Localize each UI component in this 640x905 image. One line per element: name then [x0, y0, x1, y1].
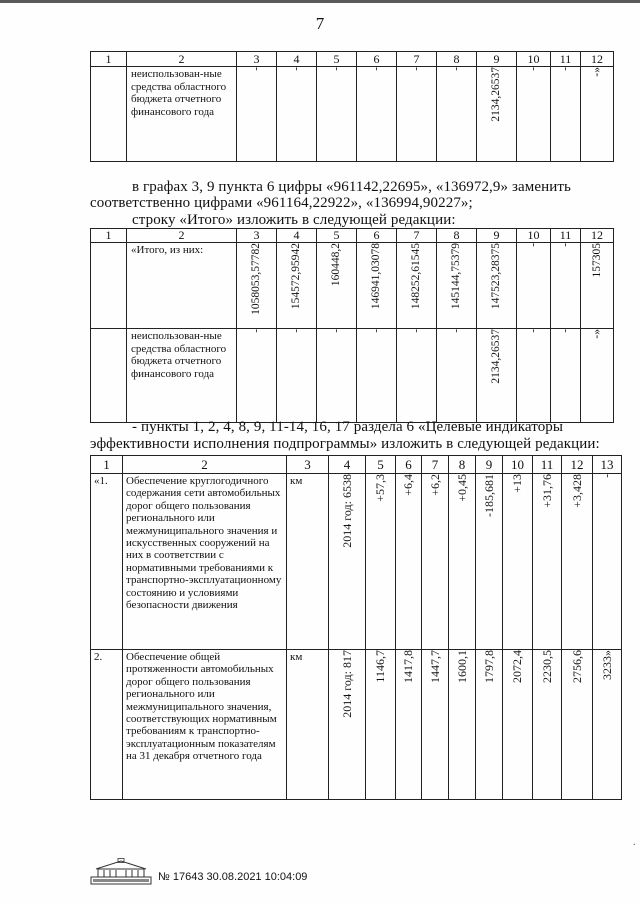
header-cell: 7	[397, 52, 437, 67]
header-cell: 3	[237, 229, 277, 243]
page-number: 7	[315, 14, 325, 33]
table-row	[91, 67, 614, 162]
header-cell: 12	[562, 456, 593, 474]
header-cell: 1	[91, 456, 123, 474]
header-cell: 3	[237, 52, 277, 67]
row-label: Обеспечение круглогодичного содержания сети автомобильных дорог общего пользования регионального или межмуниципального значения и искусственных сооружений на них в соответствии с нормативными требованиями к транспортно-эксплуатационному состоянию и условиями безопасности движения	[123, 474, 287, 650]
header-cell: 7	[422, 456, 449, 474]
scan-top-edge	[0, 0, 640, 3]
instruction-line: соответственно цифрами «961164,22922», «136994,90227»;	[90, 195, 473, 211]
header-cell: 12	[581, 229, 614, 243]
header-cell: 6	[357, 229, 397, 243]
table-row	[91, 650, 622, 800]
header-cell: 9	[476, 456, 503, 474]
cell-value: +6,4	[401, 474, 416, 496]
cell-value: 1146,7	[373, 650, 388, 683]
header-cell: 11	[551, 52, 581, 67]
cell-value: 1058053,57782	[250, 243, 263, 315]
header-cell: 10	[517, 229, 551, 243]
cell-value: 2230,5	[539, 650, 554, 683]
cell-value: -	[370, 329, 383, 333]
table-header-row	[91, 456, 622, 474]
row-label: Обеспечение общей протяженности автомобильных дорог общего пользования регионального или межмуниципального значения, соответствующих нормативным требованиям к транспортно-эксплуатационным показателям на 31 декабря отчетного года	[123, 650, 287, 800]
table-row	[91, 474, 622, 650]
cell-value: 3233»	[599, 650, 614, 680]
cell-value: 2014 год: 6538	[339, 474, 354, 548]
cell-value: +3,428	[569, 474, 584, 508]
cell-value: 1797,8	[481, 650, 496, 683]
cell-value: -	[559, 329, 572, 333]
cell-value: -	[450, 67, 463, 71]
cell-value: -	[559, 243, 572, 247]
cell-value: 2756,6	[569, 650, 584, 683]
table-header-row	[91, 229, 614, 243]
header-cell: 1	[91, 52, 127, 67]
cell-value: +0,45	[454, 474, 469, 502]
row-label: неиспользован-ные средства областного бюджета отчетного финансового года	[127, 67, 237, 162]
header-cell: 3	[287, 456, 329, 474]
instruction-line: в графах 3, 9 пункта 6 цифры «961142,22695», «136972,9» заменить	[132, 179, 571, 195]
header-cell: 4	[277, 229, 317, 243]
header-cell: 4	[329, 456, 366, 474]
cell-value: -	[290, 329, 303, 333]
cell-value: -	[450, 329, 463, 333]
cell-value: 2072,4	[510, 650, 525, 683]
table-row	[91, 243, 614, 329]
cell-value: 1417,8	[401, 650, 416, 683]
header-cell: 2	[127, 52, 237, 67]
header-cell: 9	[477, 229, 517, 243]
table-indicators	[90, 455, 622, 800]
header-cell: 10	[517, 52, 551, 67]
cell-value: -	[527, 243, 540, 247]
row-number: «1.	[91, 474, 123, 650]
table-row	[91, 329, 614, 423]
header-cell: 6	[396, 456, 422, 474]
cell-value: +6,2	[427, 474, 442, 496]
header-cell: 11	[551, 229, 581, 243]
table-header-row	[91, 52, 614, 67]
cell-value: 2134,26537	[490, 329, 503, 384]
registration-stamp: № 17643 30.08.2021 10:04:09	[158, 871, 308, 883]
row-label: «Итого, из них:	[127, 243, 237, 329]
cell-value: -»	[590, 67, 603, 77]
cell-value: 2134,26537	[490, 67, 503, 122]
cell-value: -	[410, 329, 423, 333]
table-total	[90, 228, 614, 423]
header-cell: 13	[593, 456, 622, 474]
instruction-line: эффективности исполнения подпрограммы» изложить в следующей редакции:	[90, 436, 600, 452]
header-cell: 2	[123, 456, 287, 474]
instruction-line: строку «Итого» изложить в следующей редакции:	[132, 212, 456, 228]
table-continuation	[90, 51, 614, 162]
cell-value: 145144,75379	[450, 243, 463, 310]
cell-value: -	[410, 67, 423, 71]
header-cell: 10	[503, 456, 533, 474]
header-cell: 12	[581, 52, 614, 67]
cell-value: 160448,2	[330, 243, 343, 287]
row-number-cell	[91, 67, 127, 162]
header-cell: 5	[317, 52, 357, 67]
cell-value: -	[290, 67, 303, 71]
row-number: 2.	[91, 650, 123, 800]
cell-value: -	[370, 67, 383, 71]
header-cell: 11	[533, 456, 562, 474]
header-cell: 8	[437, 52, 477, 67]
cell-value: -185,681	[481, 474, 496, 517]
cell-value: 147523,28375	[490, 243, 503, 310]
cell-value: -	[559, 67, 572, 71]
header-cell: 7	[397, 229, 437, 243]
header-cell: 8	[437, 229, 477, 243]
instruction-line: - пункты 1, 2, 4, 8, 9, 11-14, 16, 17 раздела 6 «Целевые индикаторы	[132, 419, 564, 435]
cell-value: -	[527, 329, 540, 333]
row-label: неиспользован-ные средства областного бюджета отчетного финансового года	[127, 329, 237, 423]
cell-value: 1600,1	[454, 650, 469, 683]
header-cell: 8	[449, 456, 476, 474]
header-cell: 4	[277, 52, 317, 67]
cell-value: +13	[510, 474, 525, 493]
header-cell: 6	[357, 52, 397, 67]
cell-value: -	[330, 329, 343, 333]
building-stamp-icon	[90, 858, 152, 886]
header-cell: 5	[317, 229, 357, 243]
scan-edge-mark: ·	[632, 840, 636, 851]
header-cell: 1	[91, 229, 127, 243]
cell-value: +57,3	[373, 474, 388, 502]
cell-value: -	[250, 67, 263, 71]
cell-value: 148252,61545	[410, 243, 423, 310]
cell-value: -	[527, 67, 540, 71]
cell-value: 157305	[590, 243, 603, 278]
row-number-cell	[91, 243, 127, 329]
header-cell: 2	[127, 229, 237, 243]
row-number-cell	[91, 329, 127, 423]
cell-value: +31,76	[539, 474, 554, 508]
cell-value: -»	[590, 329, 603, 339]
cell-value: 154572,95942	[290, 243, 303, 310]
header-cell: 9	[477, 52, 517, 67]
header-cell: 5	[366, 456, 396, 474]
cell-value: 1447,7	[427, 650, 442, 683]
row-unit: км	[287, 474, 329, 650]
cell-value: -	[330, 67, 343, 71]
cell-value: 146941,03078	[370, 243, 383, 310]
cell-value: -	[250, 329, 263, 333]
row-unit: км	[287, 650, 329, 800]
cell-value: -	[600, 474, 613, 478]
cell-value: 2014 год: 817	[339, 650, 354, 718]
